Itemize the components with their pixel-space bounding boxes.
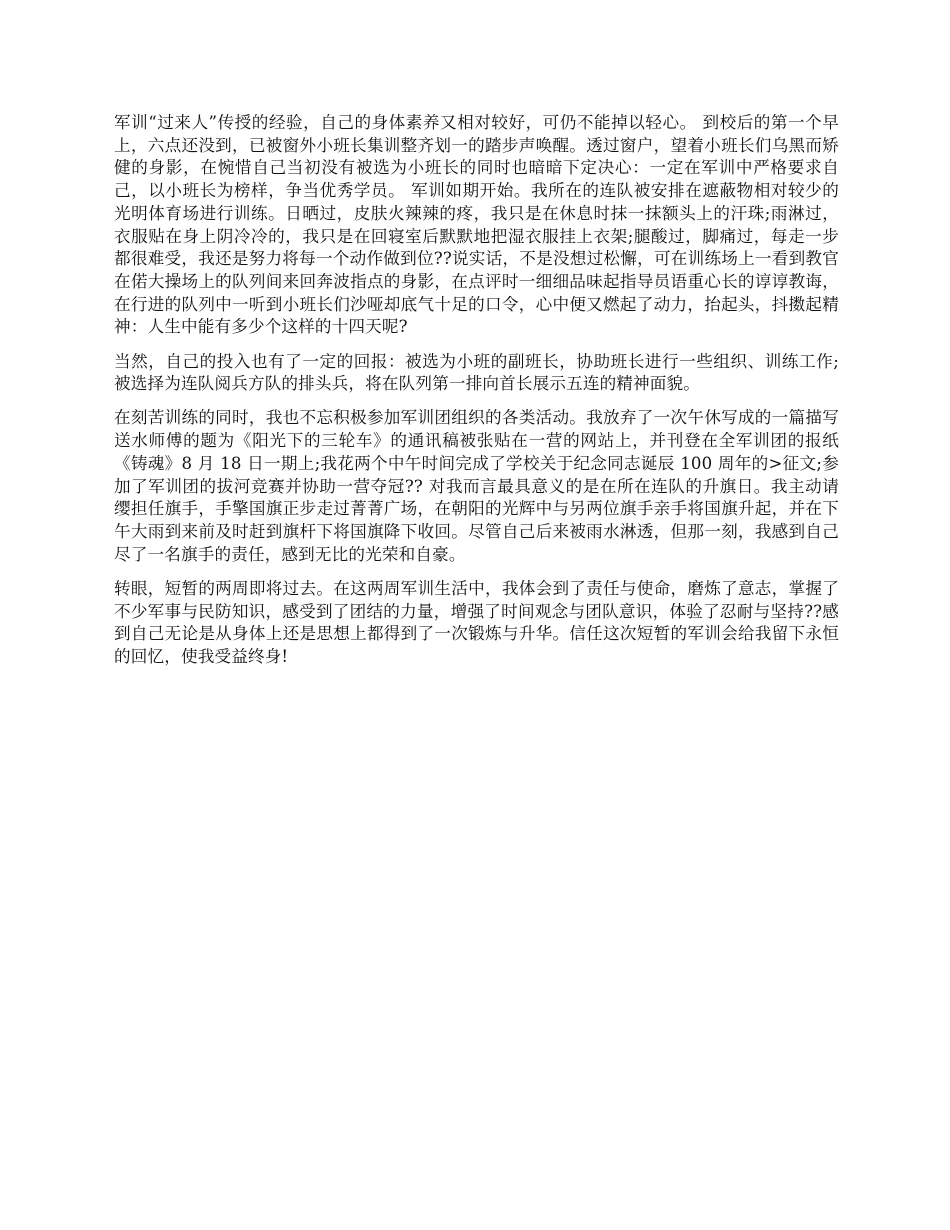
document-body [114, 112, 839, 680]
paragraph-activities: 在刻苦训练的同时，我也不忘积极参加军训团组织的各类活动。我放弃了一次午休写成的一篇描写送水师傅的题为《阳光下的三轮车》的通讯稿被张贴在一营的网站上，并刊登在全军训团的报纸《铸魂》8 月 18 日一期上;我花两个中午时间完成了学校关于纪念同志诞辰 100 周年的>征文;参加了军训团的拔河竞赛并协助一营夺冠?? 对我而言最具意义的是在所在连队的升旗日。我主动请缨担任旗手，手擎国旗正步走过菁菁广场，在朝阳的光辉中与另两位旗手亲手将国旗升起，并在下午大雨到来前及时赶到旗杆下将国旗降下收回。尽管自己后来被雨水淋透，但那一刻，我感到自己尽了一名旗手的责任，感到无比的光荣和自豪。 [114, 408, 839, 564]
paragraph-rewards: 当然，自己的投入也有了一定的回报：被选为小班的副班长，协助班长进行一些组织、训练工作;被选择为连队阅兵方队的排头兵，将在队列第一排向首长展示五连的精神面貌。 [114, 351, 839, 394]
paragraph-training-experience: 军训“过来人”传授的经验，自己的身体素养又相对较好，可仍不能掉以轻心。 到校后的第一个早上，六点还没到，已被窗外小班长集训整齐划一的踏步声唤醒。透过窗户，望着小班长们乌黑而矫健的身影，在惋惜自己当初没有被选为小班长的同时也暗暗下定决心：一定在军训中严格要求自己，以小班长为榜样，争当优秀学员。 军训如期开始。我所在的连队被安排在遮蔽物相对较少的光明体育场进行训练。日晒过，皮肤火辣辣的疼，我只是在休息时抹一抹额头上的汗珠;雨淋过，衣服贴在身上阴冷冷的，我只是在回寝室后默默地把湿衣服挂上衣架;腿酸过，脚痛过，每走一步都很难受，我还是努力将每一个动作做到位??说实话，不是没想过松懈，可在训练场上一看到教官在偌大操场上的队列间来回奔波指点的身影，在点评时一细细品味起指导员语重心长的谆谆教诲，在行进的队列中一听到小班长们沙哑却底气十足的口令，心中便又燃起了动力，抬起头，抖擞起精神：人生中能有多少个这样的十四天呢? [114, 113, 839, 337]
paragraph-conclusion: 转眼，短暂的两周即将过去。在这两周军训生活中，我体会到了责任与使命，磨炼了意志，掌握了不少军事与民防知识，感受到了团结的力量，增强了时间观念与团队意识，体验了忍耐与坚持??感到自己无论是从身体上还是思想上都得到了一次锻炼与升华。信任这次短暂的军训会给我留下永恒的回忆，使我受益终身! [114, 578, 839, 666]
